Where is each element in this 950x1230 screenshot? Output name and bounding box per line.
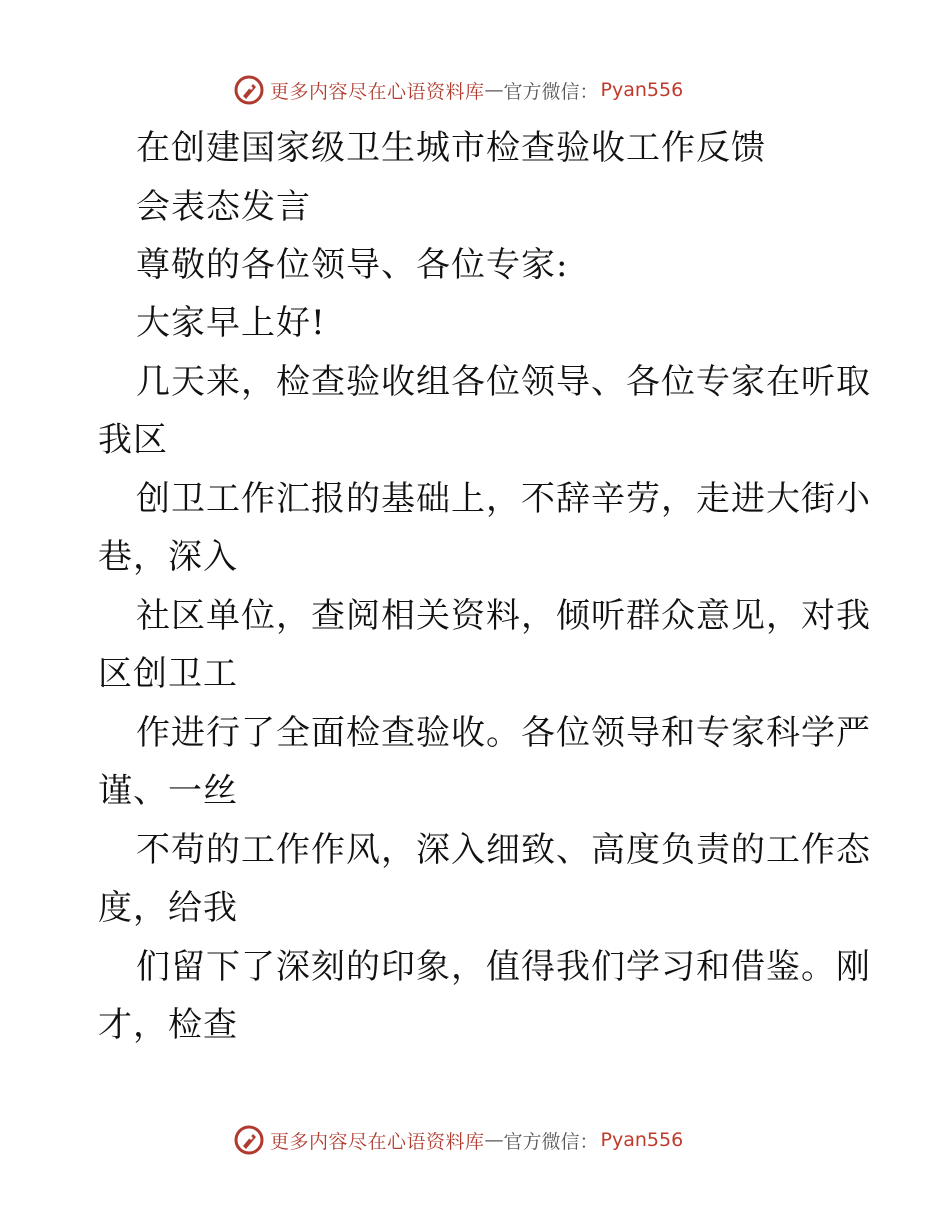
document-title-line-1: 在创建国家级卫生城市检查验收工作反馈 [136,128,766,168]
paragraph-line: 度，给我 [98,888,238,928]
paragraph-line: 区创卫工 [98,654,238,694]
watermark-dash: — [484,79,504,101]
watermark-site-text: 更多内容尽在心语资料库 [270,1130,485,1153]
salutation: 尊敬的各位领导、各位专家: [136,245,569,285]
paragraph-line: 几天来，检查验收组各位领导、各位专家在听取 [136,362,871,402]
paragraph-line: 们留下了深刻的印象，值得我们学习和借鉴。刚 [136,947,871,987]
document-title-line-2: 会表态发言 [136,187,311,227]
watermark-dash: — [484,1129,504,1151]
watermark-wechat-label: 官方微信： [503,80,599,103]
paragraph-line: 谨、一丝 [98,771,238,811]
paragraph-line: 我区 [98,420,168,460]
watermark-wechat-label: 官方微信： [503,1130,599,1153]
watermark-wechat-handle: Pyan556 [600,79,684,101]
paragraph-line: 巷，深入 [98,537,238,577]
watermark-site-text: 更多内容尽在心语资料库 [270,80,485,103]
header-watermark [234,72,683,108]
greeting: 大家早上好! [136,303,326,343]
paragraph-line: 创卫工作汇报的基础上，不辞辛劳，走进大街小 [136,479,871,519]
pen-nib-icon [234,75,264,105]
paragraph-line: 社区单位，查阅相关资料，倾听群众意见，对我 [136,596,871,636]
pen-nib-icon [234,1125,264,1155]
paragraph-line: 作进行了全面检查验收。各位领导和专家科学严 [136,713,871,753]
footer-watermark [234,1122,683,1158]
watermark-wechat-handle: Pyan556 [600,1129,684,1151]
paragraph-line: 才，检查 [98,1005,238,1045]
paragraph-line: 不苟的工作作风，深入细致、高度负责的工作态 [136,830,871,870]
